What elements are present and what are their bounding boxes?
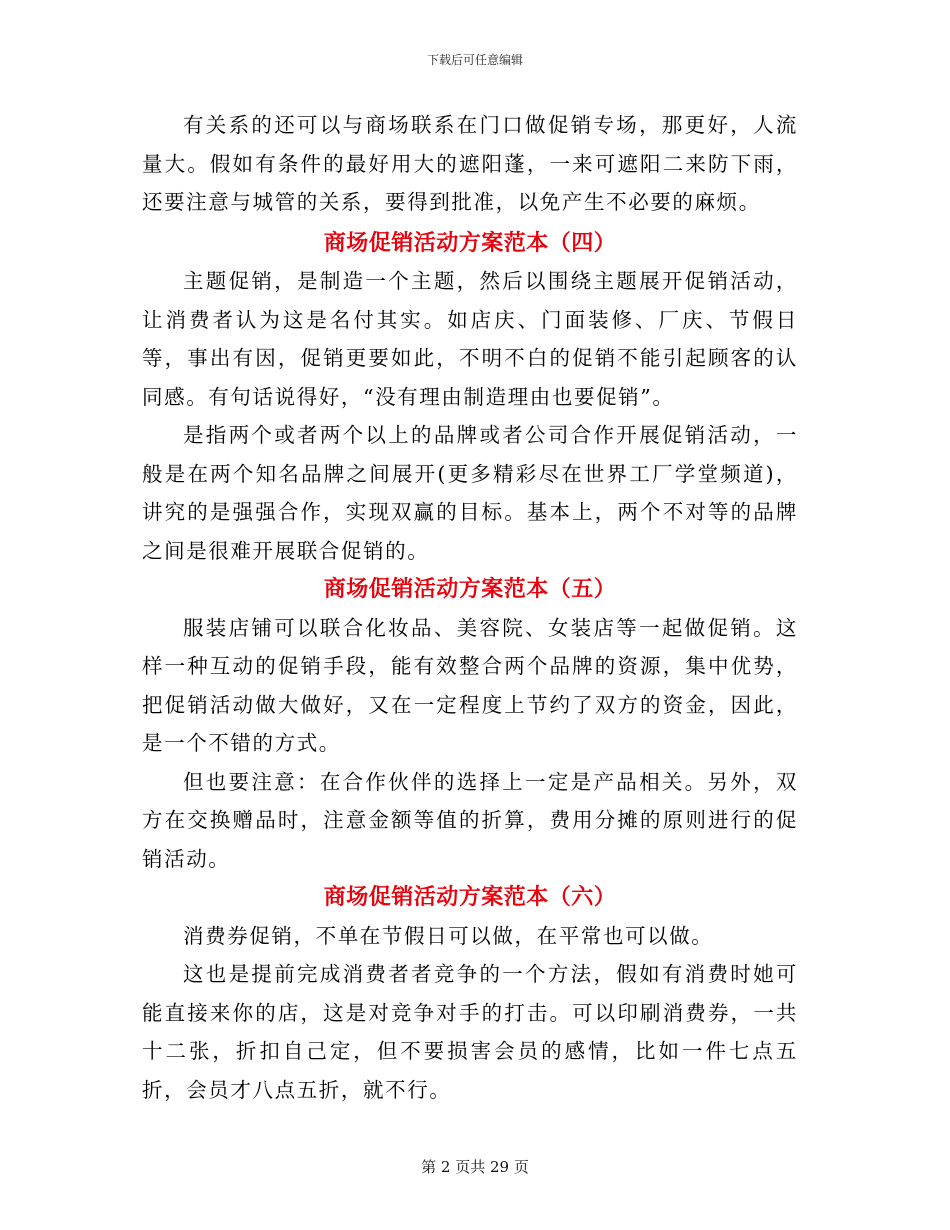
body-paragraph: 有关系的还可以与商场联系在门口做促销专场，那更好，人流量大。假如有条件的最好用大的遮阳蓬，一来可遮阳二来防下雨，还要注意与城管的关系，要得到批准，以免产生不必要的麻烦。	[142, 113, 798, 214]
page-header: 下载后可任意编辑	[426, 53, 523, 67]
section-heading-5: 商场促销活动方案范本（五）	[323, 576, 617, 602]
section-heading-6: 商场促销活动方案范本（六）	[323, 884, 617, 910]
body-paragraph: 消费券促销，不单在节假日可以做，在平常也可以做。	[183, 923, 714, 948]
body-paragraph: 主题促销，是制造一个主题，然后以围绕主题展开促销活动，让消费者认为这是名付其实。如店庆、门面装修、厂庆、节假日等，事出有因，促销更要如此，不明不白的促销不能引起顾客的认同感。有句话说得好，“没有理由制造理由也要促销”。	[142, 269, 798, 409]
body-paragraph: 这也是提前完成消费者者竞争的一个方法，假如有消费时她可能直接来你的店，这是对竞争对手的打击。可以印刷消费券，一共十二张，折扣自己定，但不要损害会员的感情，比如一件七点五折，会员才八点五折，就不行。	[142, 962, 798, 1102]
section-heading-4: 商场促销活动方案范本（四）	[323, 229, 617, 256]
body-paragraph: 但也要注意：在合作伙伴的选择上一定是产品相关。另外，双方在交换赠品时，注意金额等值的折算，费用分摊的原则进行的促销活动。	[142, 769, 798, 871]
body-paragraph: 服装店铺可以联合化妆品、美容院、女装店等一起做促销。这样一种互动的促销手段，能有效整合两个品牌的资源，集中优势，把促销活动做大做好，又在一定程度上节约了双方的资金，因此，是一个不错的方式。	[142, 615, 798, 755]
page-number-footer: 第 2 页共 29 页	[421, 1158, 529, 1176]
body-paragraph: 是指两个或者两个以上的品牌或者公司合作开展促销活动，一般是在两个知名品牌之间展开(更多精彩尽在世界工厂学堂频道)，讲究的是强强合作，实现双赢的目标。基本上，两个不对等的品牌之间是很难开展联合促销的。	[142, 423, 798, 563]
document-body	[142, 106, 798, 1109]
